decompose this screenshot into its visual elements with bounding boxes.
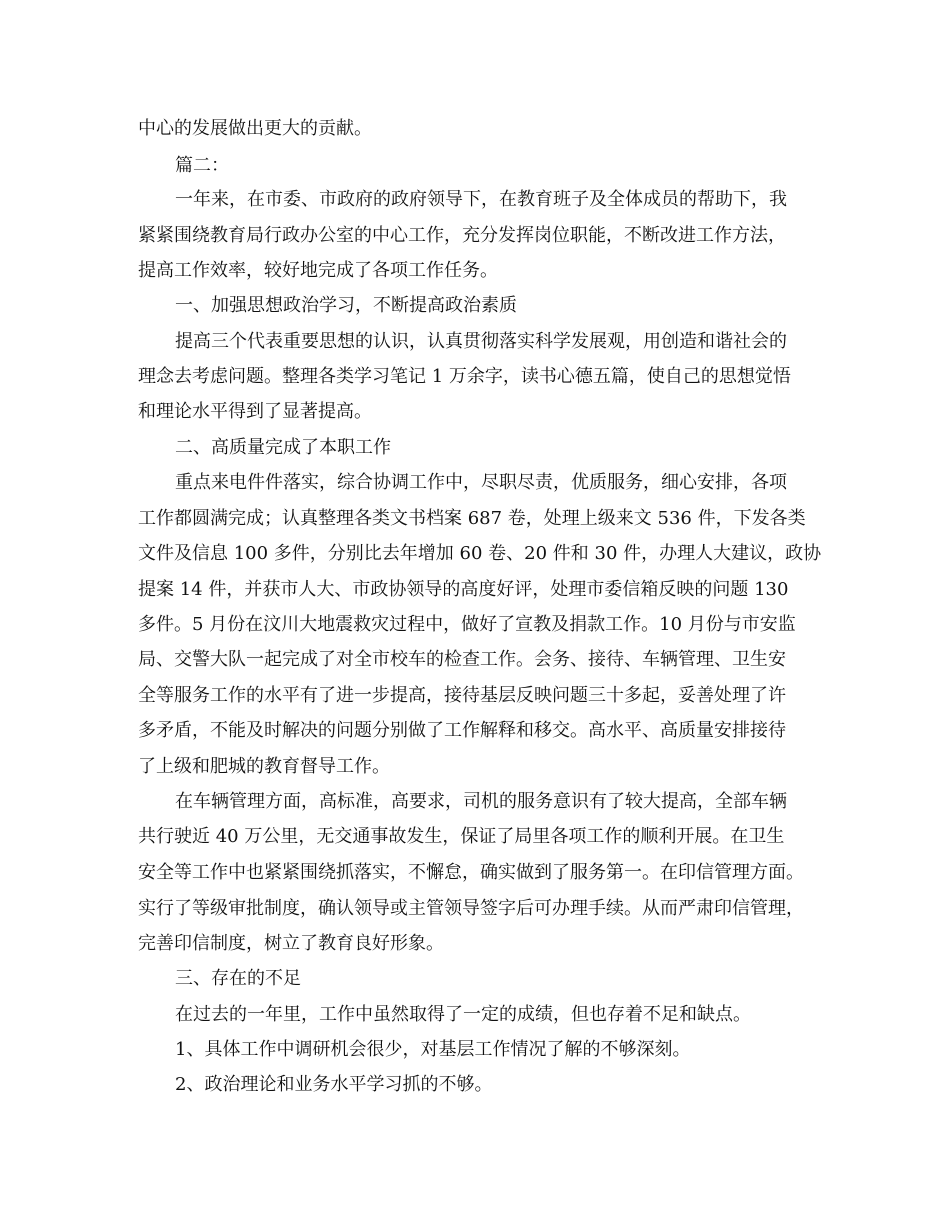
text-line: 工作都圆满完成；认真整理各类文书档案 687 卷，处理上级来文 536 件，下发各类 — [138, 508, 806, 529]
text-line: 安全等工作中也紧紧围绕抓落实，不懈怠，确实做到了服务第一。在印信管理方面。 — [138, 862, 804, 883]
list-item: 1、具体工作中调研机会很少，对基层工作情况了解的不够深刻。 — [175, 1039, 691, 1060]
text-line: 在车辆管理方面，高标准，高要求，司机的服务意识有了较大提高，全部车辆 — [175, 791, 787, 812]
text-line: 了上级和肥城的教育督导工作。 — [138, 756, 390, 777]
text-line: 共行驶近 40 万公里，无交通事故发生，保证了局里各项工作的顺利开展。在卫生 — [138, 826, 785, 847]
section-heading: 一、加强思想政治学习，不断提高政治素质 — [175, 295, 517, 316]
text-line: 在过去的一年里，工作中虽然取得了一定的成绩，但也存着不足和缺点。 — [175, 1004, 751, 1025]
text-line: 重点来电件件落实，综合协调工作中，尽职尽责，优质服务，细心安排，各项 — [175, 472, 787, 493]
text-line: 提案 14 件，并获市人大、市政协领导的高度好评，处理市委信箱反映的问题 130 — [138, 579, 789, 600]
text-line: 全等服务工作的水平有了进一步提高，接待基层反映问题三十多起，妥善处理了许 — [138, 685, 786, 706]
text-line: 中心的发展做出更大的贡献。 — [138, 118, 372, 139]
text-line: 局、交警大队一起完成了对全市校车的检查工作。会务、接待、车辆管理、卫生安 — [138, 649, 786, 670]
text-line: 紧紧围绕教育局行政办公室的中心工作，充分发挥岗位职能，不断改进工作方法， — [138, 225, 786, 246]
text-line: 多矛盾，不能及时解决的问题分别做了工作解释和移交。高水平、高质量安排接待 — [138, 720, 786, 741]
text-line: 完善印信制度，树立了教育良好形象。 — [138, 933, 444, 954]
section-heading: 三、存在的不足 — [175, 968, 301, 989]
section-heading: 篇二： — [175, 155, 229, 176]
text-line: 文件及信息 100 多件，分别比去年增加 60 卷、20 件和 30 件，办理人大建议，政协 — [138, 543, 822, 564]
text-line: 多件。5 月份在汶川大地震救灾过程中，做好了宣教及捐款工作。10 月份与市安监 — [138, 614, 796, 635]
text-line: 实行了等级审批制度，确认领导或主管领导签字后可办理手续。从而严肃印信管理， — [138, 898, 804, 919]
text-line: 提高工作效率，较好地完成了各项工作任务。 — [138, 260, 498, 281]
section-heading: 二、高质量完成了本职工作 — [175, 437, 391, 458]
text-line: 提高三个代表重要思想的认识，认真贯彻落实科学发展观，用创造和谐社会的 — [175, 331, 787, 352]
text-line: 理念去考虑问题。整理各类学习笔记 1 万余字，读书心德五篇，使自己的思想觉悟 — [138, 366, 791, 387]
text-line: 一年来，在市委、市政府的政府领导下，在教育班子及全体成员的帮助下，我 — [175, 189, 787, 210]
text-line: 和理论水平得到了显著提高。 — [138, 401, 372, 422]
list-item: 2、政治理论和业务水平学习抓的不够。 — [175, 1074, 493, 1095]
